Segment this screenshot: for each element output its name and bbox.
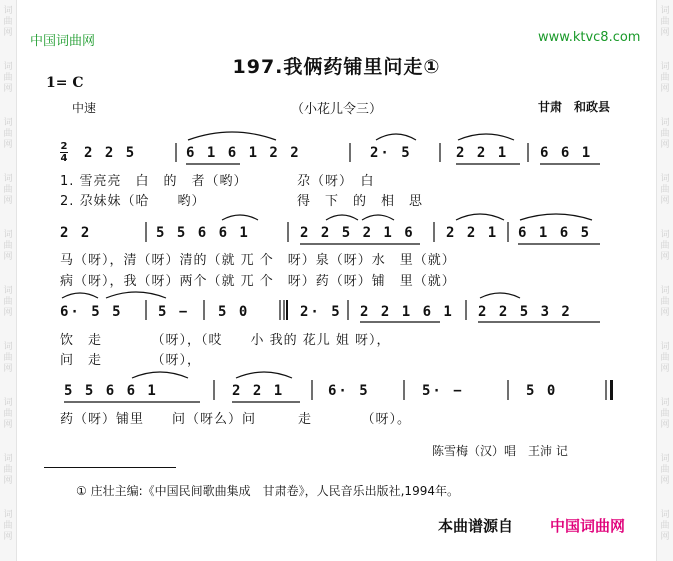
slur (132, 372, 188, 378)
row3-measure3-notes: 5 0 (218, 304, 250, 320)
watermark-glyphs: 词 曲 网 (660, 230, 670, 262)
slur (62, 293, 98, 298)
row1-lyrics-verse2: 2. 尕妹妹（哈 哟） 得 下 的 相 思 (60, 194, 424, 209)
row4-measure2-notes: 2 2 1 (232, 383, 285, 399)
row1-measure3-notes: 2· 5 (370, 145, 412, 161)
row1-measure2-notes: 6 1 6 1 2 2 (186, 145, 301, 161)
row4-lyrics: 药（呀）铺里 问（呀么）问 走 （呀）。 (60, 412, 412, 427)
row2-measure2-notes: 5 5 6 6 1 (156, 225, 250, 241)
row4-measure1-notes: 5 5 6 6 1 (64, 383, 158, 399)
watermark-glyphs: 词 曲 网 (3, 342, 13, 374)
row4-measure5-notes: 5 0 (526, 383, 558, 399)
row1-measure5-notes: 6 6 1 (540, 145, 593, 161)
watermark-glyphs: 词 曲 网 (3, 398, 13, 430)
watermark-glyphs: 词 曲 网 (660, 6, 670, 38)
watermark-glyphs: 词 曲 网 (660, 62, 670, 94)
row3-measure4-notes: 2· 5 (300, 304, 342, 320)
watermark-glyphs: 词 曲 网 (660, 510, 670, 542)
footnote-rule (44, 467, 176, 468)
row2-measure3-notes: 2 2 5 2 1 6 (300, 225, 415, 241)
watermark-glyphs: 词 曲 网 (660, 398, 670, 430)
watermark-glyphs: 词 曲 网 (660, 174, 670, 206)
watermark-glyphs: 词 曲 网 (660, 286, 670, 318)
slur (456, 214, 504, 220)
region-label: 甘肃 和政县 (538, 100, 611, 114)
source-site-link[interactable]: 中国词曲网 (550, 517, 626, 535)
repeat-barline-thick (286, 300, 288, 320)
watermark-glyphs: 词 曲 网 (660, 342, 670, 374)
slur (520, 214, 592, 220)
final-barline-thick (610, 380, 613, 400)
slur (376, 134, 416, 140)
row1-measure1-notes: 2 2 5 (84, 145, 137, 161)
row2-measure5-notes: 6 1 6 5 (518, 225, 592, 241)
watermark-glyphs: 词 曲 网 (3, 230, 13, 262)
watermark-glyphs: 词 曲 网 (3, 118, 13, 150)
watermark-glyphs: 词 曲 网 (660, 118, 670, 150)
slur (326, 215, 358, 220)
site-name-left: 中国词曲网 (30, 34, 96, 49)
row3-measure5-notes: 2 2 1 6 1 (360, 304, 454, 320)
row2-measure1-notes: 2 2 (60, 225, 92, 241)
row3-lyrics-verse1: 饮 走 （呀），（哎 小 我的 花儿 姐 呀）， (60, 333, 391, 348)
row3-measure6-notes: 2 2 5 3 2 (478, 304, 572, 320)
tempo-marking: 中速 (72, 101, 97, 115)
time-signature-bottom: 4 (60, 153, 68, 164)
slur (236, 372, 292, 378)
watermark-glyphs: 词 曲 网 (3, 454, 13, 486)
tune-name: （小花儿令三） (290, 102, 382, 117)
row4-measure3-notes: 6· 5 (328, 383, 370, 399)
watermark-glyphs: 词 曲 网 (3, 6, 13, 38)
watermark-glyphs: 词 曲 网 (3, 286, 13, 318)
source-label: 本曲谱源自 (438, 517, 514, 535)
slur (480, 293, 520, 298)
watermark-glyphs: 词 曲 网 (3, 510, 13, 542)
slur (362, 215, 394, 220)
row2-lyrics-verse2: 病（呀），我（呀）两个（就 兀 个 呀）药（呀）铺 里（就） (60, 274, 456, 289)
row3-measure2-notes: 5 − (158, 304, 190, 320)
row3-measure1-notes: 6· 5 5 (60, 304, 123, 320)
row4-measure4-notes: 5· − (422, 383, 464, 399)
watermark-glyphs: 词 曲 网 (3, 174, 13, 206)
watermark-glyphs: 词 曲 网 (660, 454, 670, 486)
row2-measure4-notes: 2 2 1 (446, 225, 499, 241)
watermark-glyphs: 词 曲 网 (3, 62, 13, 94)
slur (458, 134, 514, 140)
slur (188, 132, 276, 140)
site-url-right: www.ktvc8.com (538, 30, 641, 45)
slur (106, 292, 166, 298)
footnote: ① 庄壮主编:《中国民间歌曲集成 甘肃卷》，人民音乐出版社,1994年。 (76, 484, 459, 498)
song-title: 197.我俩药铺里问走① (232, 56, 441, 78)
row1-measure4-notes: 2 2 1 (456, 145, 509, 161)
slur (222, 215, 258, 220)
row3-lyrics-verse2: 问 走 （呀）， (60, 353, 202, 368)
row2-lyrics-verse1: 马（呀），清（呀）清的（就 兀 个 呀）泉（呀）水 里（就） (60, 253, 456, 268)
time-signature-top: 2 (60, 141, 68, 152)
performer-credit: 陈雪梅（汉）唱 王沛 记 (432, 444, 568, 458)
row1-lyrics-verse1: 1. 雪亮亮 白 的 者（哟） 尕（呀） 白 (60, 174, 375, 189)
key-signature: 1= C (46, 75, 84, 91)
